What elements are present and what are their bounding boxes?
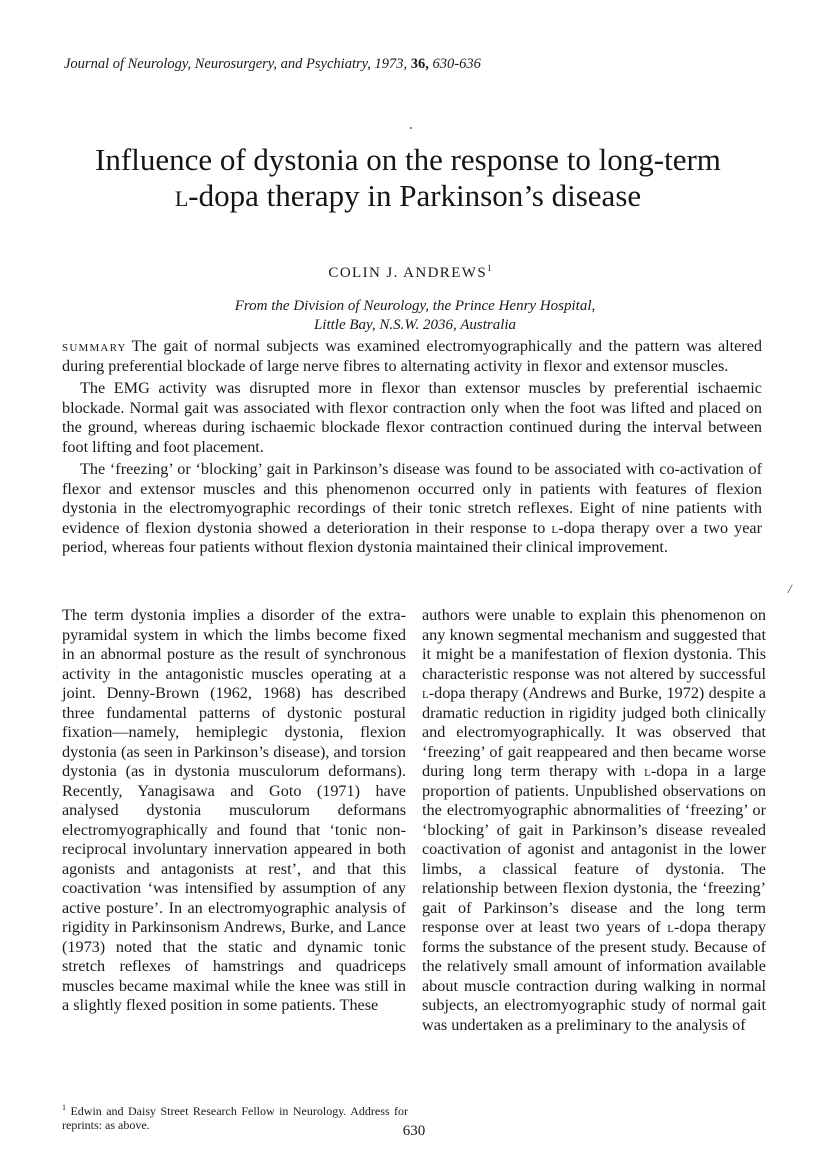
title-l-prefix: l	[174, 178, 189, 213]
affiliation-line-1: From the Division of Neurology, the Prince Henry Hospital,	[234, 298, 596, 314]
body-left-column	[62, 606, 406, 1016]
right-column-text	[422, 606, 766, 1035]
footnote-mark: 1	[62, 1103, 66, 1112]
article-title	[60, 142, 756, 214]
right-l-letter-1: l	[422, 684, 429, 702]
summary-label: summary	[62, 337, 127, 355]
author-note-mark: 1	[487, 263, 492, 273]
journal-name: Journal of Neurology, Neurosurgery, and Psychiatry,	[64, 56, 371, 72]
journal-year: 1973,	[374, 56, 408, 72]
summary-paragraph-2: The EMG activity was disrupted more in flexor than extensor muscles by preferential ischaemic blockade. Normal gait was associated with flexor contraction only when the foot was lifted and placed on the ground, whereas during ischaemic blockade flexor contraction continued during the interval between foot lifting and foot placement.	[62, 379, 762, 456]
right-text-b: -dopa therapy (Andrews and Burke, 1972) despite a dramatic reduction in rigidity judged both clinically and electromyographically. It was observed that ‘freezing’ of gait reappeared and then became worse during long term therapy with	[422, 684, 766, 780]
journal-pages: 630-636	[432, 56, 481, 72]
page-number: 630	[402, 1123, 426, 1139]
right-text-a: authors were unable to explain this phenomenon on any known segmental mechanism and suggested that it might be a manifestation of flexion dystonia. This characteristic response was not altered by successful	[422, 606, 766, 683]
affiliation-line-2: Little Bay, N.S.W. 2036, Australia	[313, 317, 517, 333]
summary-l-letter: l	[551, 518, 559, 537]
journal-header	[64, 56, 764, 73]
right-l-letter-2: l	[644, 762, 651, 780]
title-line-1: Influence of dystonia on the response to long-term	[95, 142, 721, 177]
right-l-letter-3: l	[667, 918, 674, 936]
footnote-text: Edwin and Daisy Street Research Fellow in Neurology. Address for reprints: as above.	[62, 1104, 408, 1132]
author-affiliation	[150, 297, 680, 335]
print-speck	[410, 127, 412, 129]
summary-block	[62, 337, 762, 561]
stray-mark: /	[788, 581, 792, 596]
summary-paragraph-1	[62, 337, 762, 376]
right-text-d: -dopa therapy forms the substance of the present study. Because of the relatively small amount of information available about muscle contraction during walking in normal subjects, an electromyographic study of normal gait was undertaken as a preliminary to the analysis of	[422, 918, 766, 1034]
footnote	[62, 1101, 408, 1132]
body-right-column	[422, 606, 766, 1035]
title-line-2	[60, 178, 756, 214]
left-column-text: The term dystonia implies a disorder of the extra-pyramidal system in which the limbs become fixed in an abnormal posture as the result of synchronous activity in the antagonistic muscles operating at a joint. Denny-Brown (1962, 1968) has described three fundamental patterns of dystonic postural fixation—namely, hemiplegic dystonia, flexion dystonia (as seen in Parkinson’s disease), and torsion dystonia (as in dystonia musculorum deformans). Recently, Yanagisawa and Goto (1971) have analysed dystonia musculorum deformans electromyographically and found that ‘tonic non-reciprocal involuntary innervation appeared in both agonists and antagonists at rest’, and that this coactivation ‘was intensified by assumption of any active posture’. In an electromyographic analysis of rigidity in Parkinsonism Andrews, Burke, and Lance (1973) noted that the static and dynamic tonic stretch reflexes of hamstrings and quadriceps muscles became maximal while the knee was still in a slightly flexed position in some patients. These	[62, 606, 406, 1014]
author-name	[260, 263, 560, 282]
author-name-text: COLIN J. ANDREWS	[328, 265, 488, 281]
summary-text-1: The gait of normal subjects was examined electromyographically and the pattern was altered during preferential blockade of large nerve fibres to alternating activity in flexor and extensor muscles.	[62, 337, 762, 375]
journal-volume: 36,	[410, 56, 429, 72]
summary-text-3a: The ‘freezing’ or ‘blocking’ gait in Parkinson’s disease was found to be associated with co-activation of flexor and extensor muscles and this phenomenon occurred only in patients with features of flexion dystonia in the electromyographic recordings of their tonic stretch reflexes. Eight of nine patients with evidence of flexion dystonia showed a deterioration in their response to	[62, 460, 762, 537]
title-line-2-rest: -dopa therapy in Parkinson’s disease	[188, 178, 642, 213]
summary-text-3b: -dopa therapy over a two year period, whereas four patients without flexion dystonia maintained their clinical improvement.	[62, 518, 762, 556]
summary-paragraph-3	[62, 460, 762, 558]
right-text-c: -dopa in a large proportion of patients. Unpublished observations on the electromyographic abnormalities of ‘freezing’ or ‘blocking’ of gait in Parkinson’s disease revealed coactivation of agonist and antagonist in the lower limbs, a classical feature of dystonia. The relationship between flexion dystonia, the ‘freezing’ gait of Parkinson’s disease and the long term response over at least two years of	[422, 762, 766, 936]
